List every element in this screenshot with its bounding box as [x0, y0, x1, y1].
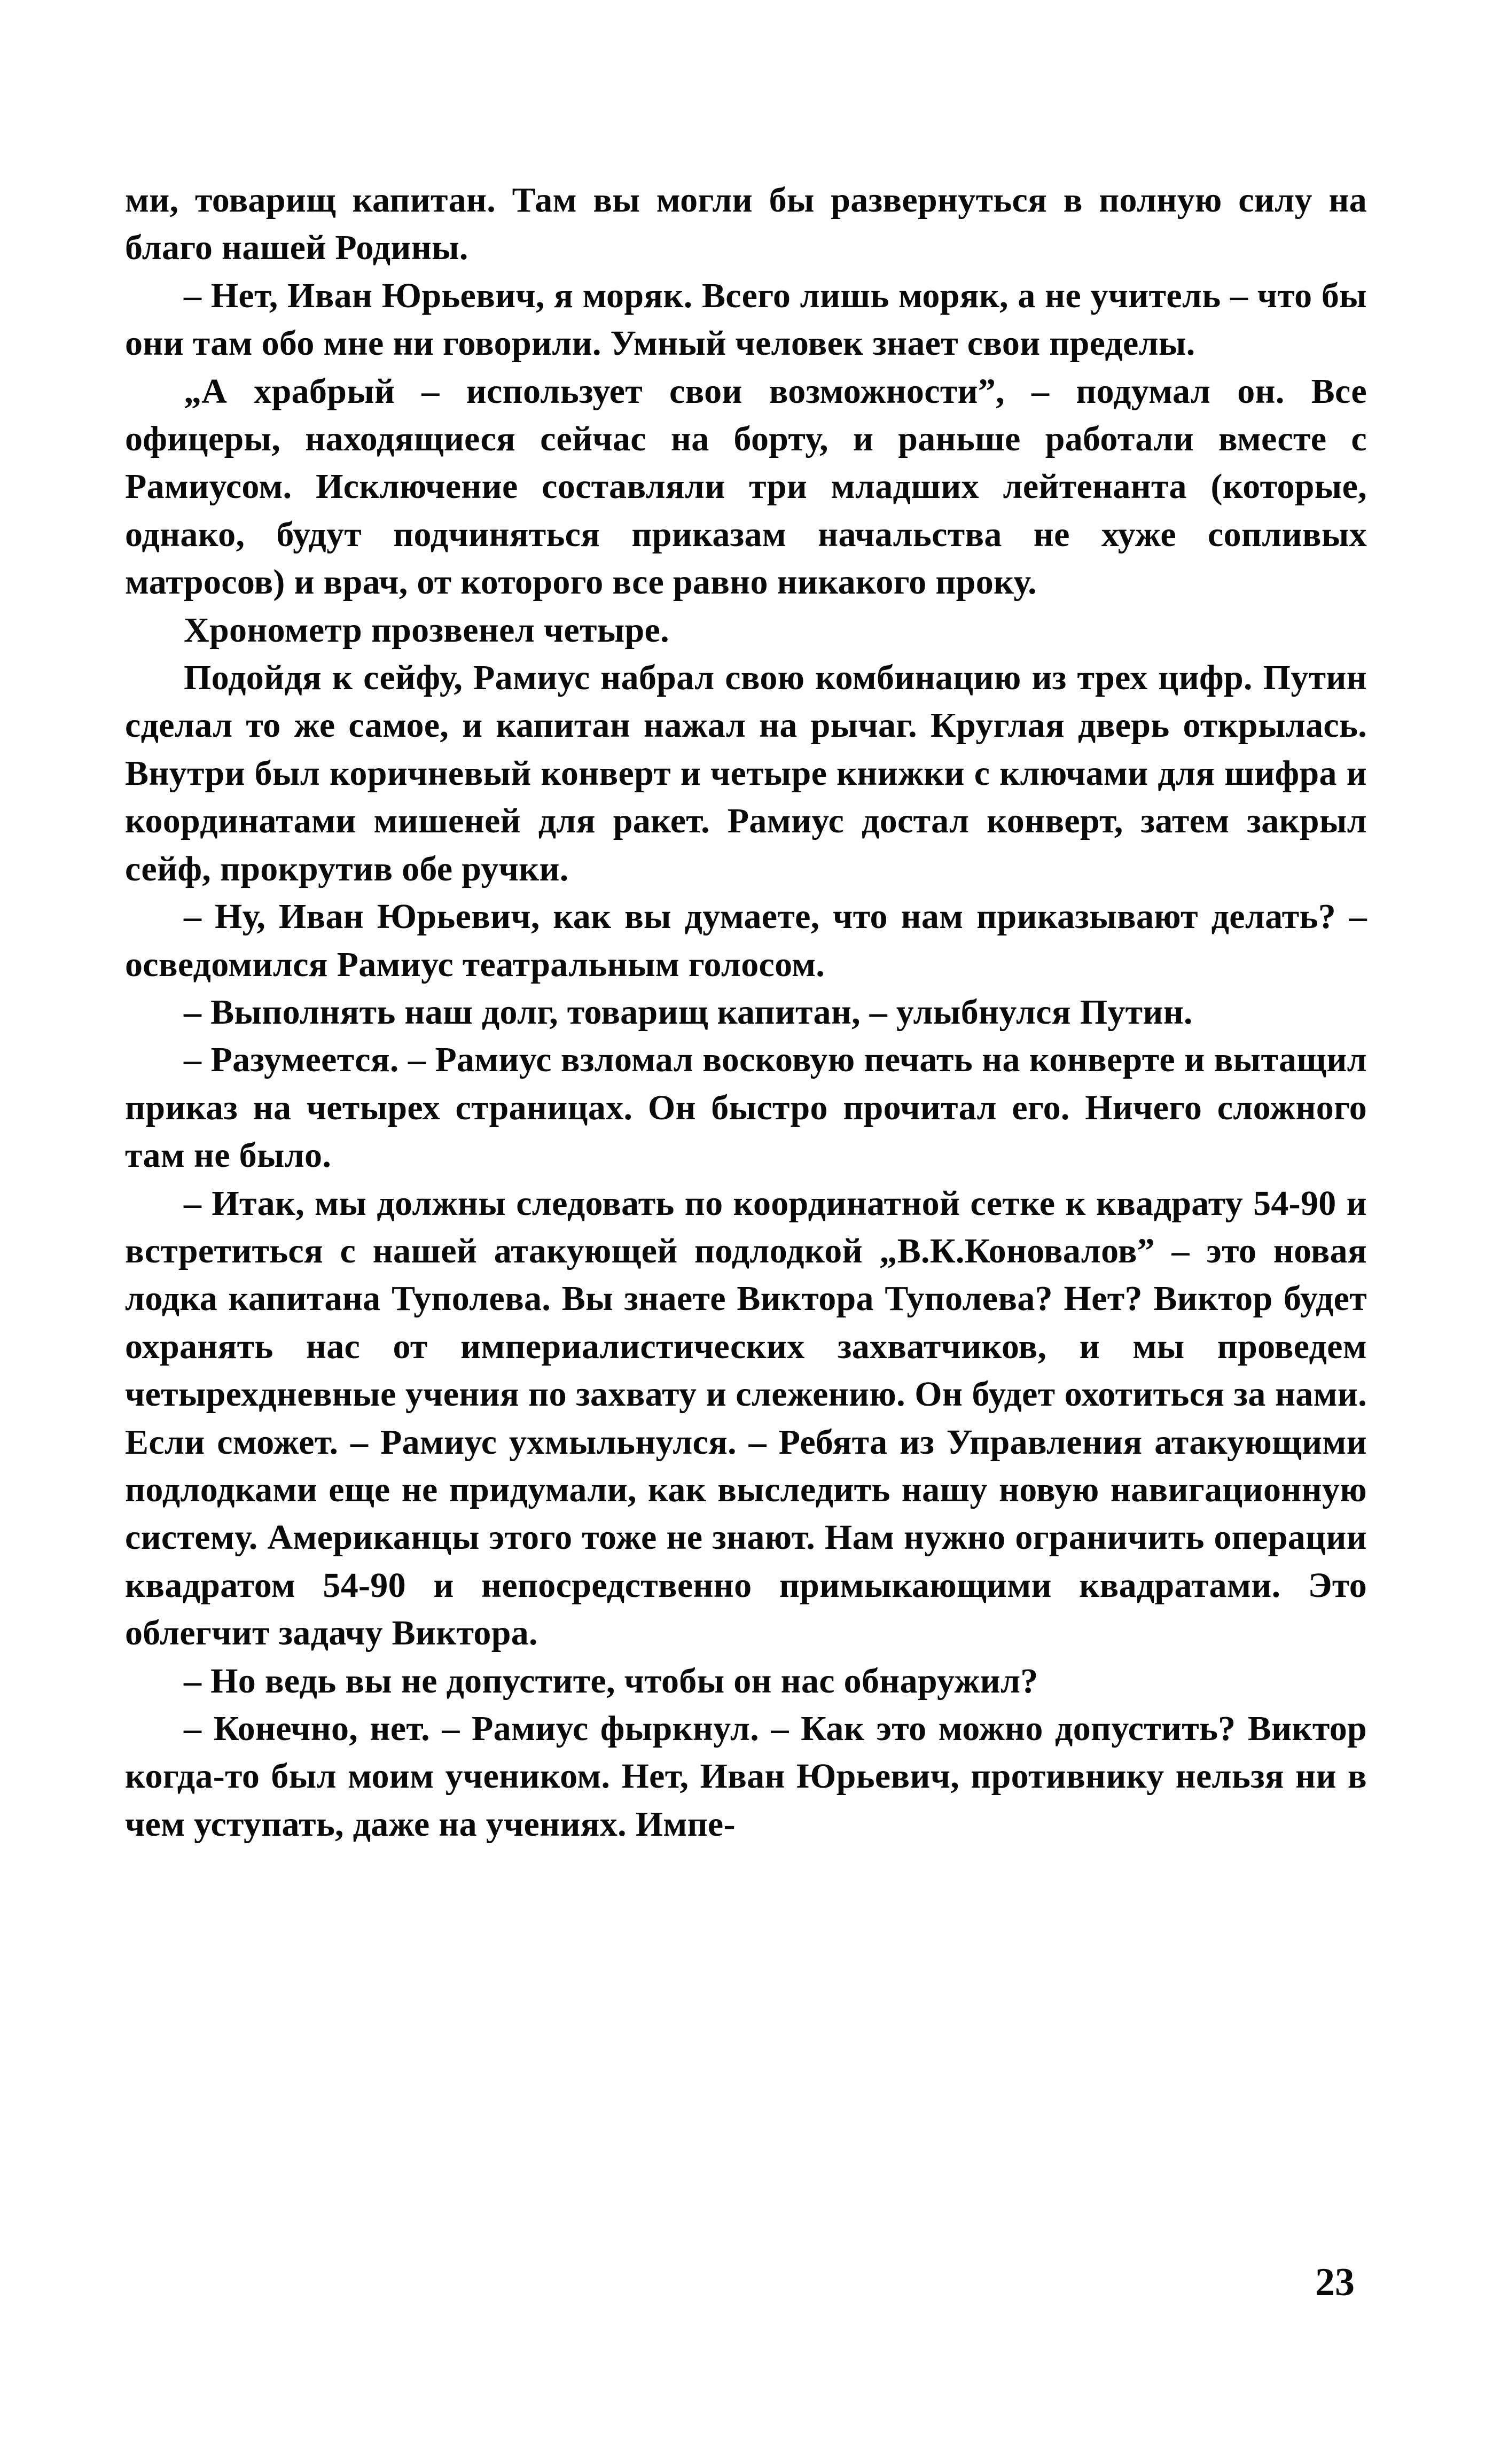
paragraph-7: – Выполнять наш долг, товарищ капитан, – улыбнулся Путин. [184, 992, 1193, 1032]
paragraph-2: – Нет, Иван Юрьевич, я моряк. Всего лишь моряк, а не учитель – что бы они там обо мне ни говорили. Умный человек знает свои пределы. [125, 276, 1367, 363]
page-number: 23 [1315, 2260, 1355, 2304]
paragraph-6: – Ну, Иван Юрьевич, как вы думаете, что нам приказывают делать? – осведомился Рамиус театральным голосом. [125, 897, 1367, 984]
paragraph-4: Хронометр прозвенел четыре. [184, 610, 669, 650]
paragraph-8: – Разумеется. – Рамиус взломал восковую печать на конверте и вытащил приказ на четырех страницах. Он быстро прочитал его. Ничего сложного там не было. [125, 1040, 1367, 1175]
paragraph-3: „А храбрый – использует свои возможности”, – подумал он. Все офицеры, находящиеся сейчас на борту, и раньше работали вместе с Рамиусом. Исключение составляли три младших лейтенанта (которые, однако, будут подчиняться приказам начальства не хуже сопливых матросов) и врач, от которого все равно никакого проку. [125, 371, 1367, 602]
paragraph-9: – Итак, мы должны следовать по координатной сетке к квадрату 54-90 и встретиться с нашей атакующей подлодкой „В.К.Коновалов” – это новая лодка капитана Туполева. Вы знаете Виктора Туполева? Нет? Виктор будет охранять нас от империалистических захватчиков, и мы проведем четырехдневные учения по захвату и слежению. Он будет охотиться за нами. Если сможет. – Рамиус ухмыльнулся. – Ребята из Управления атакующими подлодками еще не придумали, как выследить нашу новую навигационную систему. Американцы этого тоже не знают. Нам нужно ограничить операции квадратом 54-90 и непосредственно примыкающими квадратами. Это облегчит задачу Виктора. [125, 1183, 1367, 1653]
paragraph-1: ми, товарищ капитан. Там вы могли бы развернуться в полную силу на благо нашей Родины. [125, 181, 1367, 268]
paragraph-10: – Но ведь вы не допустите, чтобы он нас обнаружил? [184, 1661, 1038, 1701]
paragraph-5: Подойдя к сейфу, Рамиус набрал свою комбинацию из трех цифр. Путин сделал то же самое, и капитан нажал на рычаг. Круглая дверь открылась. Внутри был коричневый конверт и четыре книжки с ключами для шифра и координатами мишеней для ракет. Рамиус достал конверт, затем закрыл сейф, прокрутив обе ручки. [125, 658, 1367, 888]
page-body [125, 176, 1367, 1848]
paragraph-11: – Конечно, нет. – Рамиус фыркнул. – Как это можно допустить? Виктор когда-то был моим учеником. Нет, Иван Юрьевич, противнику нельзя ни в чем уступать, даже на учениях. Импе- [125, 1709, 1367, 1844]
